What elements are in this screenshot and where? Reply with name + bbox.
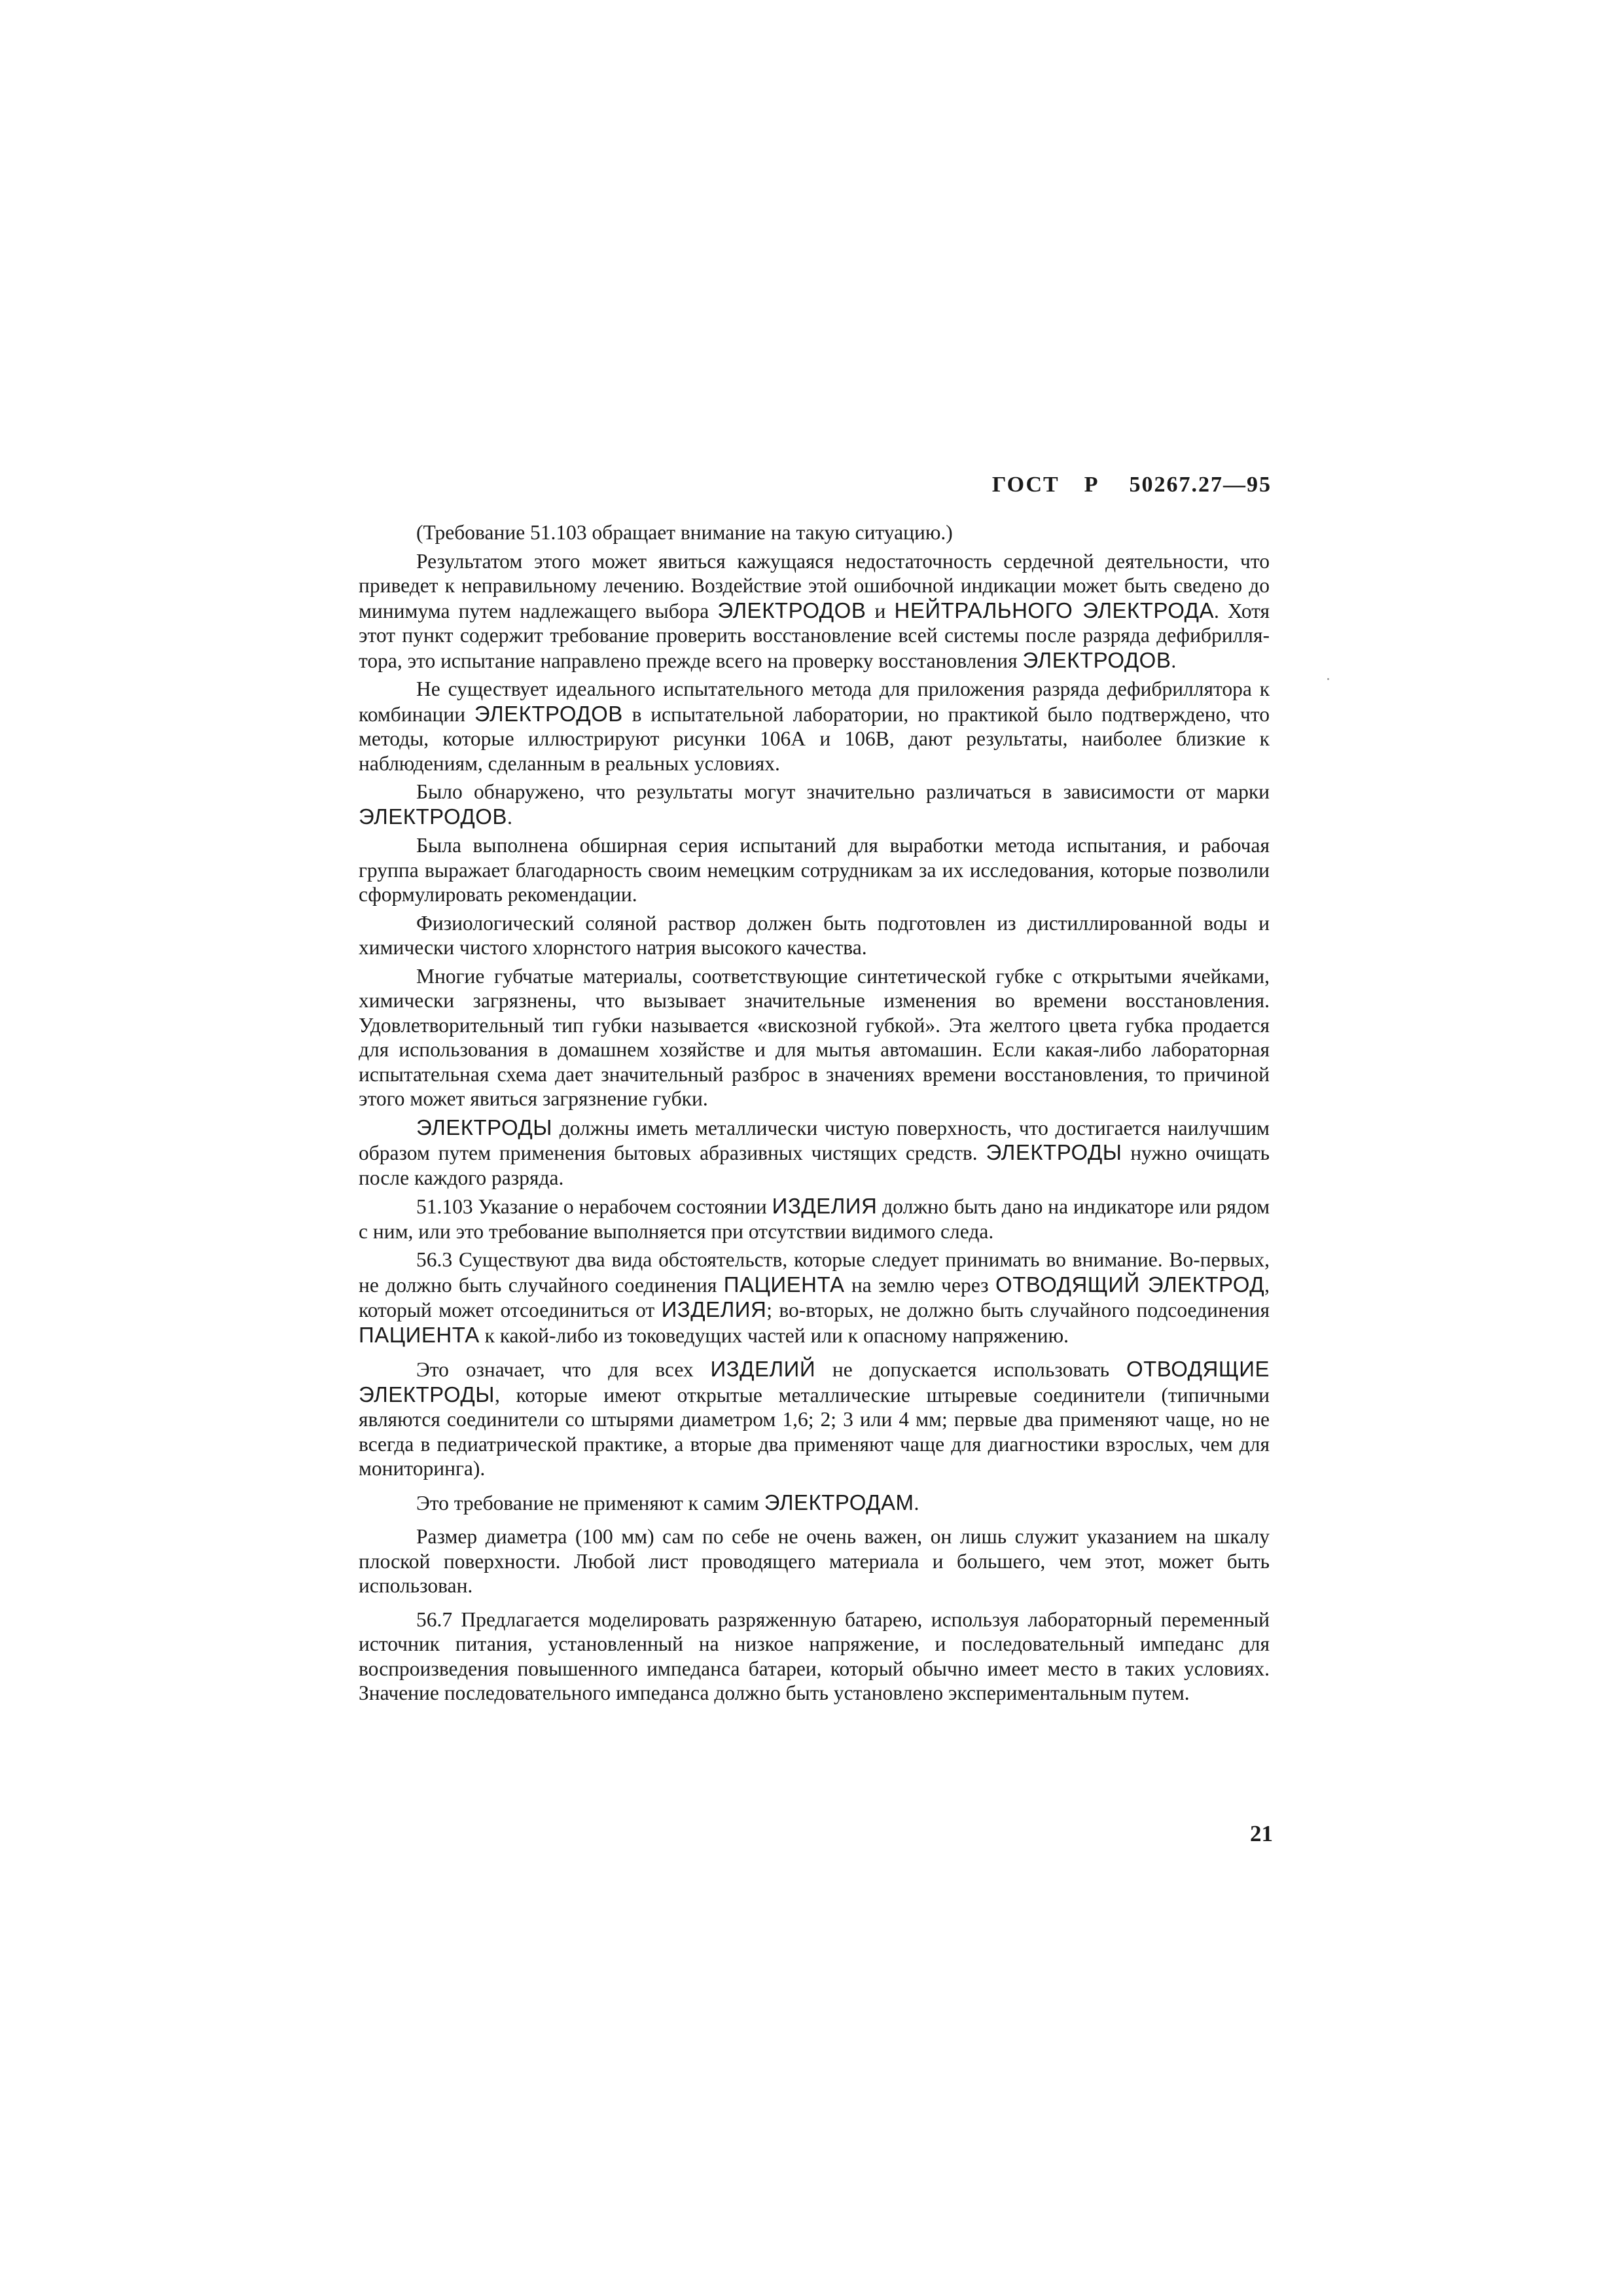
paragraph: Это означает, что для всех ИЗДЕЛИЙ не допускается использовать ОТВОДЯЩИЕ ЭЛЕКТРОДЫ, которые имеют открытые металлические штыревые соединители (типичными являются соединители со штырями диаметром 1,6; 2; 3 или 4 мм; первые два применяют чаще, но не всегда в педиатрической практике, а вторые два применяют чаще для диагностики взрослых, чем для мониторинга). [359, 1357, 1270, 1480]
defined-term: ИЗДЕЛИЯ [661, 1297, 767, 1321]
defined-term: ПАЦИЕНТА [359, 1322, 480, 1347]
header-standard-number: 50267.27—95 [1129, 473, 1272, 497]
header-r-letter: Р [1084, 473, 1099, 497]
defined-term: ПАЦИЕНТА [723, 1272, 845, 1297]
defined-term: ЭЛЕКТРОДЫ [416, 1115, 552, 1139]
defined-term: ИЗДЕЛИЯ [772, 1194, 878, 1218]
paragraph: Многие губчатые материалы, соответствующие синтетической губке с открытыми ячейками, химически загрязнены, что вызывает значительные изменения во времени восстановления. Удовлетворительный тип губки называется «вискозной губкой». Эта желтого цвета губка продается для использования в домашнем хозяйстве и для мытья автомашин. Если какая-либо лабораторная испытательная схема дает значительный разброс в значениях времени восстановления, то причиной этого может явиться загрязнение губки. [359, 964, 1270, 1110]
paragraph: Размер диаметра (100 мм) сам по себе не очень важен, он лишь служит указанием на шкалу плоской поверхности. Любой лист проводящего материала и большего, чем этот, может быть использован. [359, 1525, 1270, 1597]
paragraph: Не существует идеального испытательного метода для приложения разряда дефибриллятора к комбинации ЭЛЕКТРОДОВ в испытательной лаборатории, но практикой было подтверждено, что методы, которые иллюстрируют рисунки 106А и 106В, дают результаты, наиболее близкие к наблюдениям, сделанным в реальных условиях. [359, 677, 1270, 775]
paragraph: 51.103 Указание о нерабочем состоянии ИЗДЕЛИЯ должно быть дано на индикаторе или рядом с ним, или это требование выполняется при отсутствии видимого следа. [359, 1194, 1270, 1243]
defined-term: ИЗДЕЛИЙ [710, 1357, 816, 1381]
paragraph: Это требование не применяют к самим ЭЛЕКТРОДАМ. [416, 1490, 919, 1515]
defined-term: ЭЛЕКТРОДОВ [1022, 647, 1171, 672]
defined-term: ЭЛЕКТРОДАМ [764, 1490, 914, 1515]
defined-term: ЭЛЕКТРОДОВ [359, 804, 507, 829]
paragraph: Физиологический соляной раствор должен быть подготовлен из дистиллированной воды и химически чистого хлорнстого натрия высокого качества. [359, 911, 1270, 959]
paragraph: 56.3 Существуют два вида обстоятельств, которые следует принимать во внимание. Во-первых, не должно быть случайного соединения ПАЦИЕНТА на землю через ОТВОДЯЩИЙ ЭЛЕКТРОД, который может отсоединиться от ИЗДЕЛИЯ; во-вторых, не должно быть случайного подсоединения ПАЦИЕНТА к какой-либо из токоведущих частей или к опасному напряжению. [359, 1248, 1270, 1347]
scan-speck [1327, 678, 1329, 680]
defined-term: ЭЛЕКТРОДОВ [474, 701, 623, 726]
defined-term: ЭЛЕКТРОДОВ [717, 598, 866, 622]
paragraph: Было обнаружено, что результаты могут значительно различаться в зависимости от марки ЭЛЕКТРОДОВ. [359, 780, 1270, 829]
page-number: 21 [1250, 1821, 1273, 1846]
header-standard-label: ГОСТ [991, 473, 1060, 497]
paragraph: ЭЛЕКТРОДЫ должны иметь металлически чистую поверхность, что достигается наилучшим образом путем применения бытовых абразивных чистящих средств. ЭЛЕКТРОДЫ нужно очищать после каждого разряда. [359, 1115, 1270, 1189]
paragraph: (Требование 51.103 обращает внимание на такую ситуацию.) [416, 521, 953, 544]
paragraph: Была выполнена обширная серия испытаний для выработки метода испытания, и рабочая группа выражает благодарность своим немецким сотрудникам за их исследования, которые позволили сформулировать рекомендации. [359, 834, 1270, 906]
defined-term: ЭЛЕКТРОДЫ [986, 1140, 1122, 1164]
defined-term: ОТВОДЯЩИЙ ЭЛЕКТРОД [995, 1272, 1265, 1297]
paragraph: Результатом этого может явиться кажущаяся недостаточность сердечной деятельности, что приведет к неправильному лечению. Воздействие этой ошибочной индикации может быть сведено до минимума путем надлежащего выбора ЭЛЕКТРОДОВ и НЕЙТРАЛЬНОГО ЭЛЕКТРОДА. Хотя этот пункт содержит требование проверить восстановление всей системы после разряда дефибриллятора, это испытание направлено прежде всего на проверку восстановления ЭЛЕКТРОДОВ. [359, 549, 1270, 672]
defined-term: ОТВОДЯЩИЕ ЭЛЕКТРОДЫ [359, 1357, 1270, 1407]
paragraph: 56.7 Предлагается моделировать разряженную батарею, используя лабораторный переменный источник питания, установленный на низкое напряжение, и последовательный импеданс для воспроизведения повышенного импеданса батареи, который обычно имеет место в таких условиях. Значение последовательного импеданса должно быть установлено экспериментальным путем. [359, 1607, 1270, 1704]
defined-term: НЕЙТРАЛЬНОГО ЭЛЕКТРОДА [894, 598, 1215, 622]
body-text [359, 520, 1270, 1710]
document-header [992, 473, 1272, 497]
